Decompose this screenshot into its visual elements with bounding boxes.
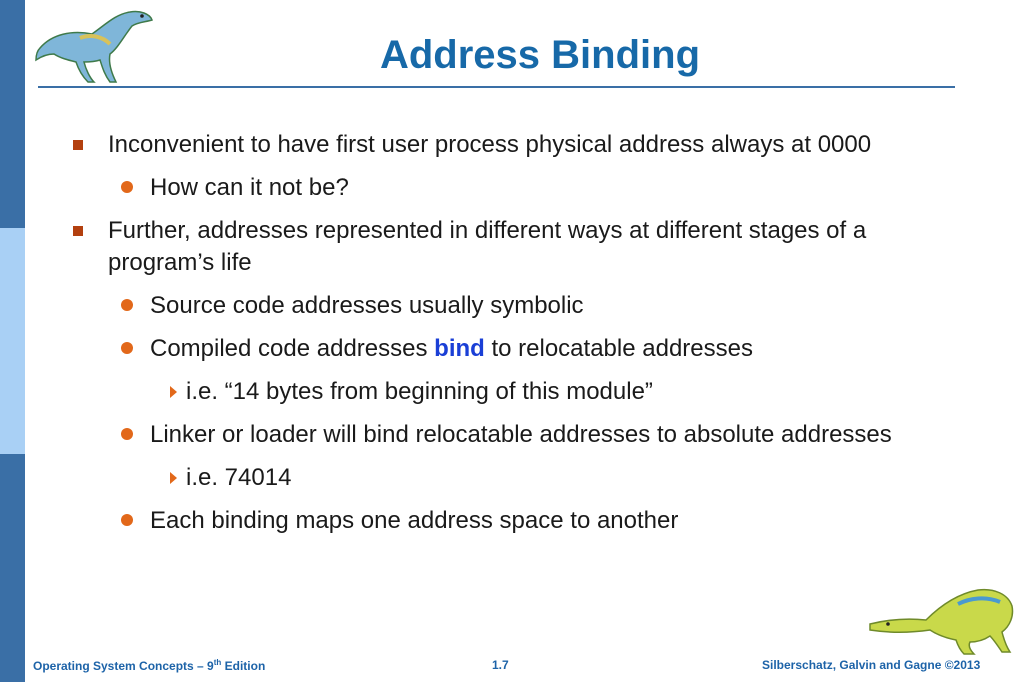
dinosaur-logo-icon: [32, 4, 162, 86]
footer-book-title-text: Operating System Concepts – 9: [33, 659, 214, 673]
dot-bullet-icon: [121, 342, 133, 354]
bullet-text: How can it not be?: [150, 174, 349, 201]
dinosaur-logo-icon: [866, 584, 1016, 656]
bullet-text: Source code addresses usually symbolic: [150, 292, 584, 319]
side-bar-bottom-segment: [0, 454, 25, 682]
footer-book-title: [33, 658, 265, 673]
square-bullet-icon: [73, 140, 83, 150]
bullet-text-part: to relocatable addresses: [484, 335, 753, 362]
title-divider: [38, 86, 955, 88]
bullet-text: Linker or loader will bind relocatable addresses to absolute addresses: [150, 421, 892, 448]
emphasis-bind: bind: [434, 335, 485, 362]
dot-bullet-icon: [121, 428, 133, 440]
dot-bullet-icon: [121, 299, 133, 311]
bullet-text-part: Compiled code addresses: [150, 335, 435, 362]
square-bullet-icon: [73, 226, 83, 236]
slide-title: Address Binding: [379, 33, 701, 77]
bullet-text: [150, 332, 753, 365]
bullet-text-continuation: program’s life: [108, 249, 252, 276]
side-bar-top-segment: [0, 0, 25, 228]
footer-book-title-edition: Edition: [221, 659, 266, 673]
triangle-bullet-icon: [170, 472, 177, 484]
footer-authors: Silberschatz, Galvin and Gagne ©2013: [762, 658, 981, 672]
dot-bullet-icon: [121, 181, 133, 193]
footer-superscript: th: [213, 658, 222, 667]
dot-bullet-icon: [121, 514, 133, 526]
bullet-text: Further, addresses represented in different ways at different stages of a: [108, 217, 867, 244]
side-bar-middle-segment: [0, 228, 25, 454]
side-bar: [0, 0, 25, 682]
bullet-text: Inconvenient to have first user process physical address always at 0000: [108, 131, 872, 158]
footer-page-number: 1.7: [492, 658, 509, 672]
triangle-bullet-icon: [170, 386, 177, 398]
bullet-text: i.e. “14 bytes from beginning of this module”: [186, 378, 653, 405]
bullet-text: i.e. 74014: [186, 464, 292, 491]
bullet-text: Each binding maps one address space to another: [150, 507, 679, 534]
